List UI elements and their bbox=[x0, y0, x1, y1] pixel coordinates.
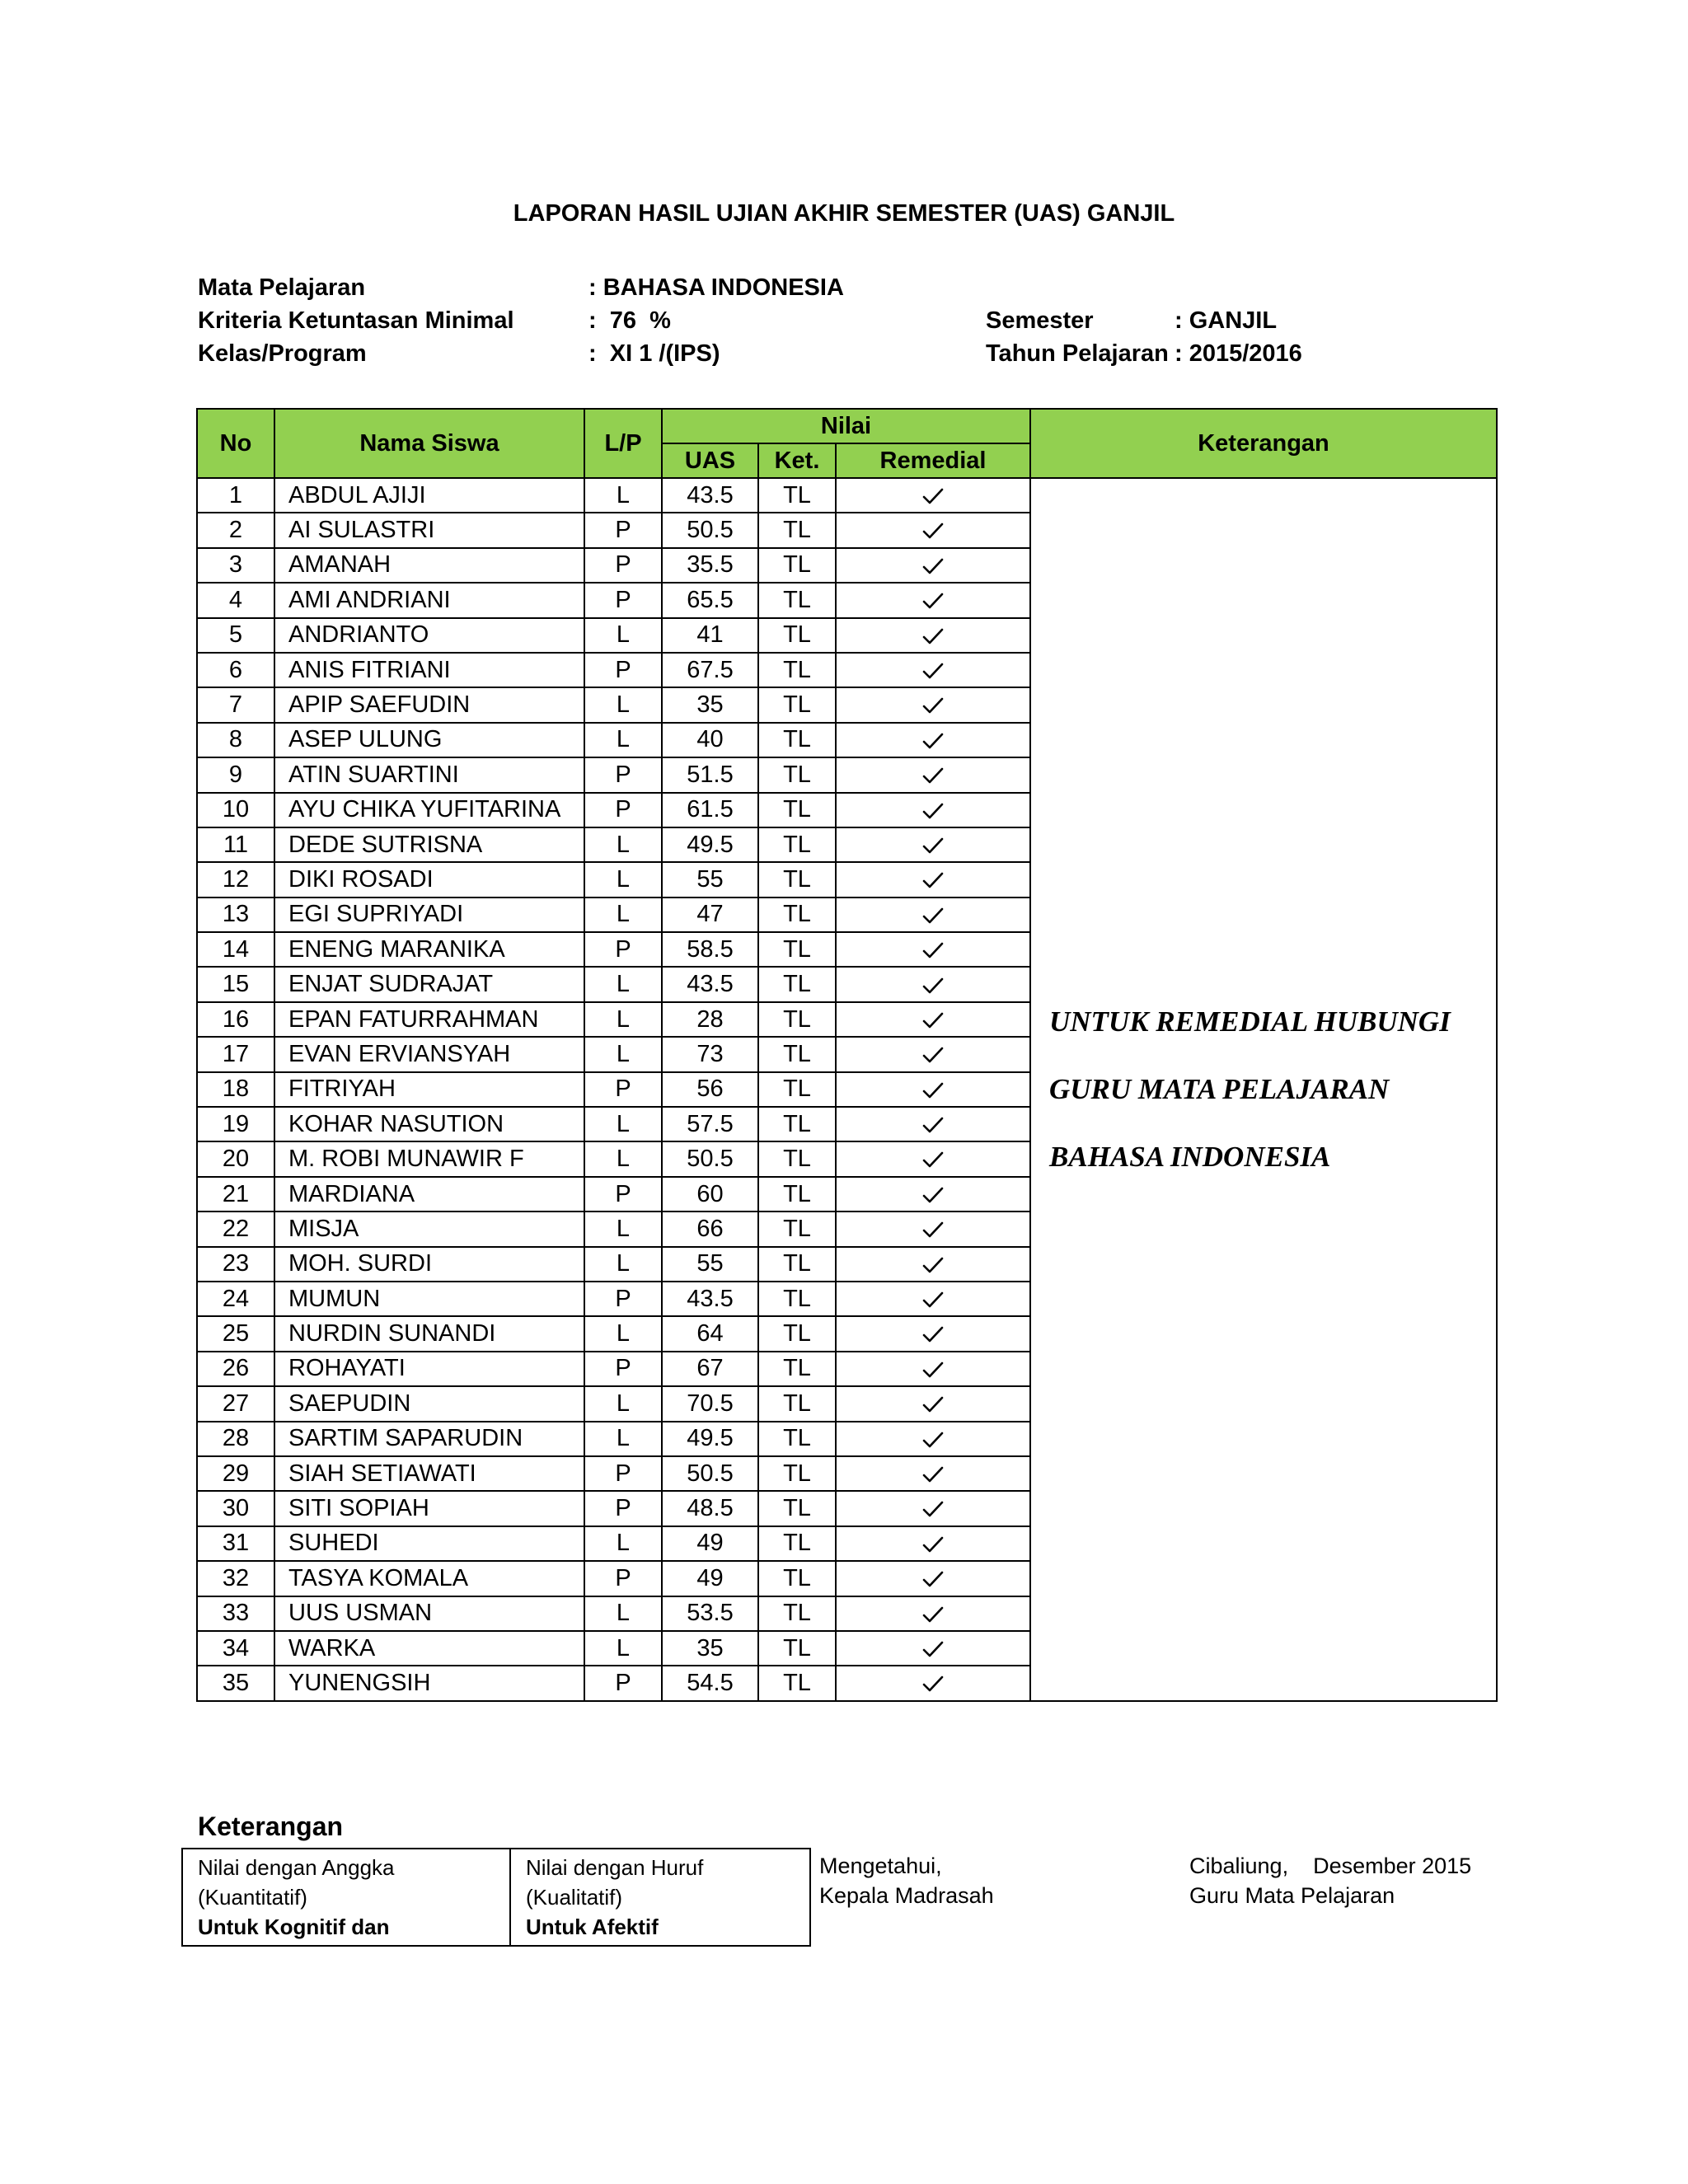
cell-uas-score: 49 bbox=[662, 1561, 758, 1596]
cell-uas-score: 50.5 bbox=[662, 1141, 758, 1176]
cell-no: 19 bbox=[197, 1107, 274, 1141]
cell-no: 8 bbox=[197, 723, 274, 757]
cell-ket: TL bbox=[758, 1141, 836, 1176]
header-remedial: Remedial bbox=[836, 443, 1030, 478]
check-mark-icon bbox=[922, 1565, 944, 1591]
cell-student-name: DIKI ROSADI bbox=[274, 862, 584, 897]
cell-student-name: MUMUN bbox=[274, 1282, 584, 1316]
cell-student-name: ENJAT SUDRAJAT bbox=[274, 967, 584, 1001]
check-mark-icon bbox=[922, 1111, 944, 1137]
grades-table bbox=[196, 408, 1498, 1702]
cell-uas-score: 48.5 bbox=[662, 1491, 758, 1526]
cell-gender: P bbox=[584, 653, 662, 687]
cell-uas-score: 51.5 bbox=[662, 757, 758, 792]
cell-ket: TL bbox=[758, 653, 836, 687]
check-mark-icon bbox=[922, 1530, 944, 1556]
cell-no: 24 bbox=[197, 1282, 274, 1316]
legend-quantitative-line3: Untuk Kognitif dan bbox=[198, 1915, 390, 1939]
cell-ket: TL bbox=[758, 1526, 836, 1561]
cell-remedial bbox=[836, 513, 1030, 547]
cell-ket: TL bbox=[758, 687, 836, 722]
table-row bbox=[197, 478, 1497, 513]
cell-gender: L bbox=[584, 1316, 662, 1351]
cell-remedial bbox=[836, 1177, 1030, 1212]
check-mark-icon bbox=[922, 1181, 944, 1207]
cell-ket: TL bbox=[758, 1422, 836, 1456]
cell-ket: TL bbox=[758, 967, 836, 1001]
cell-ket: TL bbox=[758, 1316, 836, 1351]
cell-ket: TL bbox=[758, 932, 836, 967]
cell-gender: P bbox=[584, 1456, 662, 1491]
cell-remedial bbox=[836, 687, 1030, 722]
cell-student-name: ANDRIANTO bbox=[274, 618, 584, 653]
cell-no: 11 bbox=[197, 827, 274, 862]
check-mark-icon bbox=[922, 1635, 944, 1661]
teacher-signature-block bbox=[1189, 1851, 1471, 1910]
header-gender: L/P bbox=[584, 409, 662, 478]
cell-uas-score: 54.5 bbox=[662, 1666, 758, 1700]
cell-student-name: TASYA KOMALA bbox=[274, 1561, 584, 1596]
legend-qualitative-line1: Nilai dengan Huruf bbox=[526, 1855, 704, 1880]
cell-uas-score: 55 bbox=[662, 1247, 758, 1282]
cell-uas-score: 70.5 bbox=[662, 1386, 758, 1421]
cell-remedial bbox=[836, 653, 1030, 687]
cell-student-name: EGI SUPRIYADI bbox=[274, 898, 584, 932]
info-left-labels bbox=[198, 271, 514, 370]
cell-remedial bbox=[836, 1422, 1030, 1456]
cell-remedial bbox=[836, 1526, 1030, 1561]
cell-no: 5 bbox=[197, 618, 274, 653]
cell-student-name: EPAN FATURRAHMAN bbox=[274, 1002, 584, 1037]
cell-student-name: AMANAH bbox=[274, 548, 584, 583]
check-mark-icon bbox=[922, 1670, 944, 1696]
check-mark-icon bbox=[922, 1390, 944, 1417]
cell-ket: TL bbox=[758, 898, 836, 932]
remedial-note-line: GURU MATA PELAJARAN bbox=[1049, 1072, 1390, 1105]
cell-gender: L bbox=[584, 1002, 662, 1037]
cell-uas-score: 58.5 bbox=[662, 932, 758, 967]
cell-gender: L bbox=[584, 1526, 662, 1561]
cell-uas-score: 43.5 bbox=[662, 478, 758, 513]
cell-no: 7 bbox=[197, 687, 274, 722]
cell-gender: L bbox=[584, 898, 662, 932]
cell-student-name: AI SULASTRI bbox=[274, 513, 584, 547]
cell-remedial bbox=[836, 1212, 1030, 1246]
cell-gender: L bbox=[584, 862, 662, 897]
cell-ket: TL bbox=[758, 1212, 836, 1246]
cell-remedial bbox=[836, 1107, 1030, 1141]
cell-ket: TL bbox=[758, 583, 836, 617]
cell-uas-score: 64 bbox=[662, 1316, 758, 1351]
cell-remedial bbox=[836, 1456, 1030, 1491]
cell-student-name: M. ROBI MUNAWIR F bbox=[274, 1141, 584, 1176]
cell-uas-score: 43.5 bbox=[662, 1282, 758, 1316]
cell-no: 15 bbox=[197, 967, 274, 1001]
cell-ket: TL bbox=[758, 478, 836, 513]
cell-remedial bbox=[836, 932, 1030, 967]
cell-uas-score: 73 bbox=[662, 1037, 758, 1071]
teacher-title: Guru Mata Pelajaran bbox=[1189, 1883, 1395, 1908]
cell-uas-score: 43.5 bbox=[662, 967, 758, 1001]
check-mark-icon bbox=[922, 936, 944, 963]
cell-no: 20 bbox=[197, 1141, 274, 1176]
remedial-note-line: BAHASA INDONESIA bbox=[1049, 1140, 1331, 1173]
check-mark-icon bbox=[922, 1146, 944, 1172]
cell-gender: L bbox=[584, 1631, 662, 1666]
cell-no: 10 bbox=[197, 793, 274, 827]
cell-no: 21 bbox=[197, 1177, 274, 1212]
cell-ket: TL bbox=[758, 1631, 836, 1666]
cell-student-name: ASEP ULUNG bbox=[274, 723, 584, 757]
cell-uas-score: 28 bbox=[662, 1002, 758, 1037]
cell-remedial bbox=[836, 1072, 1030, 1107]
cell-no: 18 bbox=[197, 1072, 274, 1107]
check-mark-icon bbox=[922, 832, 944, 858]
cell-remedial bbox=[836, 1352, 1030, 1386]
cell-gender: L bbox=[584, 1212, 662, 1246]
cell-gender: P bbox=[584, 1177, 662, 1212]
cell-uas-score: 35 bbox=[662, 687, 758, 722]
cell-remedial bbox=[836, 757, 1030, 792]
cell-remedial bbox=[836, 1491, 1030, 1526]
cell-remedial bbox=[836, 548, 1030, 583]
cell-uas-score: 40 bbox=[662, 723, 758, 757]
cell-remedial bbox=[836, 1666, 1030, 1700]
semester-value: : GANJIL bbox=[1175, 307, 1278, 334]
cell-gender: L bbox=[584, 967, 662, 1001]
cell-gender: L bbox=[584, 723, 662, 757]
cell-student-name: ANIS FITRIANI bbox=[274, 653, 584, 687]
cell-uas-score: 60 bbox=[662, 1177, 758, 1212]
cell-student-name: SAEPUDIN bbox=[274, 1386, 584, 1421]
cell-remedial bbox=[836, 583, 1030, 617]
check-mark-icon bbox=[922, 1600, 944, 1626]
cell-ket: TL bbox=[758, 1282, 836, 1316]
cell-remedial bbox=[836, 1282, 1030, 1316]
cell-no: 28 bbox=[197, 1422, 274, 1456]
cell-no: 30 bbox=[197, 1491, 274, 1526]
check-mark-icon bbox=[922, 1076, 944, 1102]
cell-no: 17 bbox=[197, 1037, 274, 1071]
cell-uas-score: 41 bbox=[662, 618, 758, 653]
cell-remedial bbox=[836, 618, 1030, 653]
cell-no: 31 bbox=[197, 1526, 274, 1561]
cell-ket: TL bbox=[758, 513, 836, 547]
cell-gender: P bbox=[584, 548, 662, 583]
legend-quantitative-box bbox=[182, 1849, 510, 1946]
place-date: Cibaliung, Desember 2015 bbox=[1189, 1854, 1472, 1878]
cell-no: 9 bbox=[197, 757, 274, 792]
legend-qualitative-box bbox=[510, 1849, 810, 1946]
cell-gender: L bbox=[584, 827, 662, 862]
cell-student-name: ABDUL AJIJI bbox=[274, 478, 584, 513]
cell-gender: P bbox=[584, 513, 662, 547]
cell-ket: TL bbox=[758, 548, 836, 583]
legend-heading: Keterangan bbox=[198, 1811, 344, 1841]
check-mark-icon bbox=[922, 482, 944, 509]
cell-student-name: AYU CHIKA YUFITARINA bbox=[274, 793, 584, 827]
cell-no: 2 bbox=[197, 513, 274, 547]
cell-gender: L bbox=[584, 1141, 662, 1176]
cell-ket: TL bbox=[758, 793, 836, 827]
cell-student-name: DEDE SUTRISNA bbox=[274, 827, 584, 862]
cell-ket: TL bbox=[758, 1596, 836, 1631]
class-label: Kelas/Program bbox=[198, 340, 367, 367]
cell-no: 4 bbox=[197, 583, 274, 617]
year-value: : 2015/2016 bbox=[1175, 340, 1302, 367]
cell-ket: TL bbox=[758, 1491, 836, 1526]
check-mark-icon bbox=[922, 901, 944, 927]
cell-gender: P bbox=[584, 1491, 662, 1526]
cell-no: 22 bbox=[197, 1212, 274, 1246]
cell-no: 26 bbox=[197, 1352, 274, 1386]
cell-ket: TL bbox=[758, 1561, 836, 1596]
check-mark-icon bbox=[922, 971, 944, 997]
legend-quantitative-line2: (Kuantitatif) bbox=[198, 1885, 307, 1910]
subject-label: Mata Pelajaran bbox=[198, 274, 366, 301]
cell-ket: TL bbox=[758, 1107, 836, 1141]
cell-uas-score: 49.5 bbox=[662, 1422, 758, 1456]
cell-gender: L bbox=[584, 618, 662, 653]
cell-uas-score: 35.5 bbox=[662, 548, 758, 583]
cell-student-name: ENENG MARANIKA bbox=[274, 932, 584, 967]
cell-student-name: KOHAR NASUTION bbox=[274, 1107, 584, 1141]
check-mark-icon bbox=[922, 1425, 944, 1451]
cell-gender: P bbox=[584, 793, 662, 827]
check-mark-icon bbox=[922, 762, 944, 788]
cell-gender: P bbox=[584, 932, 662, 967]
check-mark-icon bbox=[922, 587, 944, 613]
legend-qualitative-line2: (Kualitatif) bbox=[526, 1885, 623, 1910]
semester-label: Semester bbox=[986, 307, 1094, 334]
cell-no: 34 bbox=[197, 1631, 274, 1666]
cell-student-name: YUNENGSIH bbox=[274, 1666, 584, 1700]
cell-gender: L bbox=[584, 1037, 662, 1071]
cell-ket: TL bbox=[758, 757, 836, 792]
cell-remedial bbox=[836, 1631, 1030, 1666]
header-nilai: Nilai bbox=[662, 409, 1030, 443]
cell-ket: TL bbox=[758, 1002, 836, 1037]
cell-uas-score: 47 bbox=[662, 898, 758, 932]
cell-gender: P bbox=[584, 1561, 662, 1596]
check-mark-icon bbox=[922, 691, 944, 718]
remedial-note-line: UNTUK REMEDIAL HUBUNGI bbox=[1049, 1005, 1451, 1038]
cell-remedial bbox=[836, 898, 1030, 932]
cell-ket: TL bbox=[758, 1456, 836, 1491]
check-mark-icon bbox=[922, 1250, 944, 1277]
cell-no: 12 bbox=[197, 862, 274, 897]
cell-ket: TL bbox=[758, 1177, 836, 1212]
cell-uas-score: 35 bbox=[662, 1631, 758, 1666]
check-mark-icon bbox=[922, 1495, 944, 1521]
header-uas: UAS bbox=[662, 443, 758, 478]
kkm-value: : 76 % bbox=[588, 307, 671, 334]
cell-student-name: EVAN ERVIANSYAH bbox=[274, 1037, 584, 1071]
info-right-values bbox=[1175, 304, 1302, 370]
check-mark-icon bbox=[922, 1006, 944, 1033]
cell-student-name: SUHEDI bbox=[274, 1526, 584, 1561]
cell-gender: L bbox=[584, 1107, 662, 1141]
check-mark-icon bbox=[922, 796, 944, 823]
check-mark-icon bbox=[922, 1320, 944, 1347]
cell-remedial bbox=[836, 1316, 1030, 1351]
cell-student-name: NURDIN SUNANDI bbox=[274, 1316, 584, 1351]
kkm-label: Kriteria Ketuntasan Minimal bbox=[198, 307, 514, 334]
info-left-values bbox=[588, 271, 844, 370]
cell-remedial bbox=[836, 723, 1030, 757]
cell-uas-score: 61.5 bbox=[662, 793, 758, 827]
check-mark-icon bbox=[922, 1460, 944, 1487]
cell-uas-score: 50.5 bbox=[662, 1456, 758, 1491]
cell-no: 6 bbox=[197, 653, 274, 687]
cell-uas-score: 56 bbox=[662, 1072, 758, 1107]
cell-no: 3 bbox=[197, 548, 274, 583]
cell-remedial bbox=[836, 793, 1030, 827]
cell-student-name: ATIN SUARTINI bbox=[274, 757, 584, 792]
cell-gender: P bbox=[584, 1282, 662, 1316]
cell-gender: L bbox=[584, 478, 662, 513]
check-mark-icon bbox=[922, 1286, 944, 1312]
cell-uas-score: 65.5 bbox=[662, 583, 758, 617]
cell-student-name: MISJA bbox=[274, 1212, 584, 1246]
cell-uas-score: 67.5 bbox=[662, 653, 758, 687]
cell-no: 33 bbox=[197, 1596, 274, 1631]
cell-remedial bbox=[836, 1386, 1030, 1421]
check-mark-icon bbox=[922, 1355, 944, 1381]
cell-student-name: MOH. SURDI bbox=[274, 1247, 584, 1282]
cell-ket: TL bbox=[758, 723, 836, 757]
check-mark-icon bbox=[922, 866, 944, 893]
header-name: Nama Siswa bbox=[274, 409, 584, 478]
cell-gender: L bbox=[584, 1422, 662, 1456]
cell-remedial bbox=[836, 967, 1030, 1001]
class-value: : XI 1 /(IPS) bbox=[588, 340, 720, 367]
cell-uas-score: 49.5 bbox=[662, 827, 758, 862]
header-no: No bbox=[197, 409, 274, 478]
cell-remedial bbox=[836, 1561, 1030, 1596]
legend-qualitative-line3: Untuk Afektif bbox=[526, 1915, 659, 1939]
cell-gender: L bbox=[584, 1386, 662, 1421]
legend-quantitative-line1: Nilai dengan Anggka bbox=[198, 1855, 395, 1880]
cell-gender: P bbox=[584, 1072, 662, 1107]
cell-gender: P bbox=[584, 583, 662, 617]
cell-gender: L bbox=[584, 1596, 662, 1631]
check-mark-icon bbox=[922, 621, 944, 648]
cell-remedial bbox=[836, 1596, 1030, 1631]
cell-student-name: AMI ANDRIANI bbox=[274, 583, 584, 617]
cell-remedial bbox=[836, 827, 1030, 862]
cell-no: 13 bbox=[197, 898, 274, 932]
cell-uas-score: 66 bbox=[662, 1212, 758, 1246]
cell-gender: P bbox=[584, 1666, 662, 1700]
check-mark-icon bbox=[922, 1041, 944, 1067]
cell-student-name: SIAH SETIAWATI bbox=[274, 1456, 584, 1491]
cell-uas-score: 57.5 bbox=[662, 1107, 758, 1141]
remedial-note-cell bbox=[1030, 478, 1497, 1701]
header-ket: Ket. bbox=[758, 443, 836, 478]
cell-student-name: UUS USMAN bbox=[274, 1596, 584, 1631]
check-mark-icon bbox=[922, 657, 944, 683]
check-mark-icon bbox=[922, 551, 944, 578]
cell-student-name: MARDIANA bbox=[274, 1177, 584, 1212]
legend-table bbox=[181, 1848, 811, 1947]
cell-ket: TL bbox=[758, 618, 836, 653]
cell-remedial bbox=[836, 1141, 1030, 1176]
cell-remedial bbox=[836, 478, 1030, 513]
cell-student-name: FITRIYAH bbox=[274, 1072, 584, 1107]
cell-no: 25 bbox=[197, 1316, 274, 1351]
cell-student-name: SITI SOPIAH bbox=[274, 1491, 584, 1526]
cell-ket: TL bbox=[758, 1352, 836, 1386]
cell-ket: TL bbox=[758, 1247, 836, 1282]
cell-ket: TL bbox=[758, 1666, 836, 1700]
info-right-labels bbox=[986, 304, 1169, 370]
check-mark-icon bbox=[922, 1216, 944, 1242]
report-title: LAPORAN HASIL UJIAN AKHIR SEMESTER (UAS) GANJIL bbox=[513, 200, 1175, 227]
principal-title: Kepala Madrasah bbox=[819, 1883, 994, 1908]
principal-signature-block bbox=[819, 1851, 994, 1910]
cell-no: 23 bbox=[197, 1247, 274, 1282]
cell-ket: TL bbox=[758, 862, 836, 897]
cell-uas-score: 50.5 bbox=[662, 513, 758, 547]
cell-remedial bbox=[836, 1002, 1030, 1037]
cell-student-name: WARKA bbox=[274, 1631, 584, 1666]
cell-remedial bbox=[836, 1037, 1030, 1071]
cell-gender: P bbox=[584, 757, 662, 792]
cell-student-name: SARTIM SAPARUDIN bbox=[274, 1422, 584, 1456]
acknowledged-label: Mengetahui, bbox=[819, 1854, 942, 1878]
cell-ket: TL bbox=[758, 1037, 836, 1071]
cell-uas-score: 55 bbox=[662, 862, 758, 897]
cell-no: 35 bbox=[197, 1666, 274, 1700]
year-label: Tahun Pelajaran bbox=[986, 340, 1169, 367]
cell-ket: TL bbox=[758, 1386, 836, 1421]
check-mark-icon bbox=[922, 517, 944, 543]
header-keterangan: Keterangan bbox=[1030, 409, 1497, 478]
cell-ket: TL bbox=[758, 1072, 836, 1107]
cell-no: 14 bbox=[197, 932, 274, 967]
cell-ket: TL bbox=[758, 827, 836, 862]
cell-uas-score: 67 bbox=[662, 1352, 758, 1386]
cell-no: 1 bbox=[197, 478, 274, 513]
subject-value: : BAHASA INDONESIA bbox=[588, 274, 844, 301]
cell-uas-score: 49 bbox=[662, 1526, 758, 1561]
cell-no: 27 bbox=[197, 1386, 274, 1421]
cell-uas-score: 53.5 bbox=[662, 1596, 758, 1631]
cell-no: 29 bbox=[197, 1456, 274, 1491]
cell-no: 32 bbox=[197, 1561, 274, 1596]
cell-gender: P bbox=[584, 1352, 662, 1386]
grade-rows bbox=[197, 478, 1497, 1701]
cell-gender: L bbox=[584, 1247, 662, 1282]
cell-gender: L bbox=[584, 687, 662, 722]
check-mark-icon bbox=[922, 726, 944, 752]
cell-remedial bbox=[836, 1247, 1030, 1282]
cell-no: 16 bbox=[197, 1002, 274, 1037]
cell-student-name: APIP SAEFUDIN bbox=[274, 687, 584, 722]
cell-student-name: ROHAYATI bbox=[274, 1352, 584, 1386]
cell-remedial bbox=[836, 862, 1030, 897]
